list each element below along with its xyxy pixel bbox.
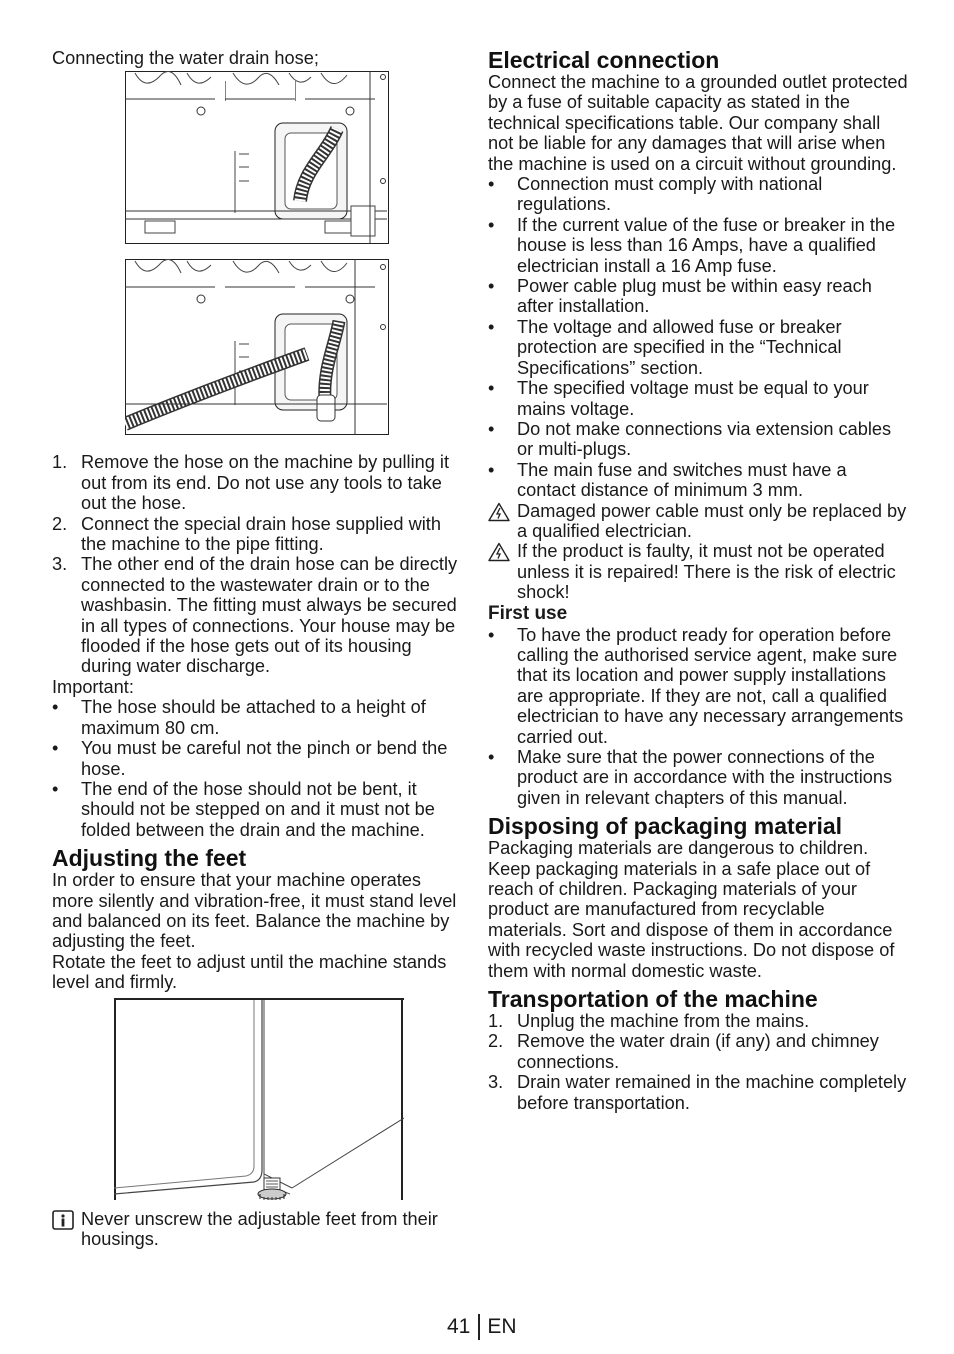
- bullet: •: [488, 316, 495, 337]
- warning-note-2: [488, 541, 908, 602]
- step-text: Drain water remained in the machine completely before transportation.: [517, 1072, 907, 1113]
- bullet: •: [488, 276, 495, 297]
- feet-paragraph-1: In order to ensure that your machine operates more silently and vibration-free, it must stand level and balanced on its feet. Balance the machine by adjusting the feet.: [52, 870, 457, 952]
- language-code: EN: [487, 1315, 517, 1338]
- left-column: [52, 48, 462, 1249]
- transport-step-3: [488, 1072, 908, 1113]
- electric-warning-icon: [488, 542, 510, 562]
- warning-note-1: [488, 501, 908, 542]
- bullet: •: [52, 778, 59, 799]
- transport-steps: [488, 1011, 908, 1113]
- transport-step-1: [488, 1011, 908, 1031]
- transportation-heading: Transportation of the machine: [488, 986, 818, 1013]
- right-column: [488, 48, 908, 1113]
- drain-step-3: [52, 554, 462, 676]
- page-number: 41: [447, 1315, 471, 1338]
- step-text: Connect the special drain hose supplied with the machine to the pipe fitting.: [81, 513, 441, 555]
- warning-text-1: Damaged power cable must only be replaced by a qualified electrician.: [517, 500, 907, 541]
- electrical-connection-heading: Electrical connection: [488, 47, 720, 73]
- electrical-list: [488, 174, 908, 501]
- item-text: To have the product ready for operation before calling the authorised service agent, make sure that its location and power supply installations are appropriate. If they are not, call a qualified electrician to have any necessary arrangements carried out.: [517, 624, 904, 747]
- bullet: •: [52, 738, 59, 759]
- drain-hose-figure-1: [125, 71, 389, 244]
- warning-text-2: If the product is faulty, it must not be operated unless it is repaired! There is the risk of electric shock!: [517, 541, 896, 603]
- step-number: 2.: [488, 1031, 504, 1052]
- electrical-item: [488, 174, 908, 215]
- important-label: Important:: [52, 676, 134, 697]
- bullet: •: [488, 378, 495, 399]
- page-footer: [447, 1314, 517, 1340]
- item-text: Do not make connections via extension cables or multi-plugs.: [517, 418, 892, 460]
- item-text: The hose should be attached to a height of maximum 80 cm.: [81, 697, 426, 738]
- first-use-heading: First use: [488, 602, 568, 624]
- bullet: •: [488, 624, 495, 645]
- step-number: 2.: [52, 513, 68, 534]
- feet-note-text: Never unscrew the adjustable feet from their housings.: [81, 1208, 438, 1249]
- step-text: Remove the hose on the machine by pulling it out from its end. Do not use any tools to take out the hose.: [81, 452, 450, 514]
- electrical-item: [488, 419, 908, 460]
- drain-step-2: [52, 514, 462, 555]
- item-text: Connection must comply with national regulations.: [517, 174, 823, 215]
- bullet: •: [488, 459, 495, 480]
- info-icon: [52, 1210, 74, 1230]
- packaging-paragraph: Packaging materials are dangerous to children. Keep packaging materials in a safe place out of reach of children. Packaging materials of your product are manufactured from recyclable materials. Sort and dispose of them in accordance with recycled waste instructions. Do not dispose of them with normal domestic waste.: [488, 838, 895, 981]
- item-text: You must be careful not the pinch or bend the hose.: [81, 738, 448, 779]
- step-text: Remove the water drain (if any) and chimney connections.: [517, 1031, 879, 1072]
- footer-divider: [478, 1314, 480, 1340]
- item-text: The voltage and allowed fuse or breaker protection are specified in the “Technical Specifications” section.: [517, 316, 842, 378]
- step-text: The other end of the drain hose can be directly connected to the wastewater drain or to the washbasin. The fitting must always be secured in all types of connections. Your house may be flooded if the hose gets out of its housing during water discharge.: [81, 554, 458, 677]
- bullet: •: [488, 214, 495, 235]
- packaging-heading: Disposing of packaging material: [488, 813, 843, 840]
- item-text: The main fuse and switches must have a contact distance of minimum 3 mm.: [517, 459, 847, 501]
- important-item: [52, 697, 462, 738]
- first-use-list: [488, 625, 908, 809]
- step-number: 1.: [488, 1011, 504, 1032]
- transport-step-2: [488, 1031, 908, 1072]
- electrical-item: [488, 317, 908, 378]
- item-text: Make sure that the power connections of the product are in accordance with the instructions given in relevant chapters of this manual.: [517, 747, 893, 808]
- electrical-item: [488, 215, 908, 276]
- important-item: [52, 738, 462, 779]
- step-number: 3.: [52, 554, 68, 575]
- adjustable-foot-figure: [114, 998, 404, 1200]
- electrical-item: [488, 276, 908, 317]
- item-text: Power cable plug must be within easy reach after installation.: [517, 276, 872, 317]
- drain-hose-figure-2: [125, 259, 389, 435]
- adjusting-feet-heading: Adjusting the feet: [52, 845, 247, 872]
- bullet: •: [52, 697, 59, 718]
- step-number: 3.: [488, 1072, 504, 1093]
- step-text: Unplug the machine from the mains.: [517, 1011, 810, 1032]
- bullet: •: [488, 174, 495, 195]
- electrical-item: [488, 460, 908, 501]
- feet-paragraph-2: Rotate the feet to adjust until the machine stands level and firmly.: [52, 951, 447, 993]
- item-text: The specified voltage must be equal to your mains voltage.: [517, 378, 869, 419]
- step-number: 1.: [52, 452, 68, 473]
- drain-hose-caption: Connecting the water drain hose;: [52, 48, 319, 68]
- first-use-item: [488, 747, 908, 808]
- drain-hose-steps: [52, 452, 462, 676]
- bullet: •: [488, 418, 495, 439]
- feet-info-note: [52, 1209, 462, 1250]
- item-text: If the current value of the fuse or breaker in the house is less than 16 Amps, have a qualified electrician install a 16 Amp fuse.: [517, 214, 896, 276]
- item-text: The end of the hose should not be bent, it should not be stepped on and it must not be folded between the drain and the machine.: [81, 778, 435, 840]
- drain-step-1: [52, 452, 462, 513]
- electrical-paragraph: Connect the machine to a grounded outlet protected by a fuse of suitable capacity as stated in the technical specifications table. Our company shall not be liable for any damages that will arise when the machine is used on a circuit without grounding.: [488, 72, 908, 174]
- electric-warning-icon: [488, 502, 510, 522]
- electrical-item: [488, 378, 908, 419]
- bullet: •: [488, 747, 495, 767]
- first-use-item: [488, 625, 908, 747]
- important-item: [52, 779, 462, 840]
- important-list: [52, 697, 462, 840]
